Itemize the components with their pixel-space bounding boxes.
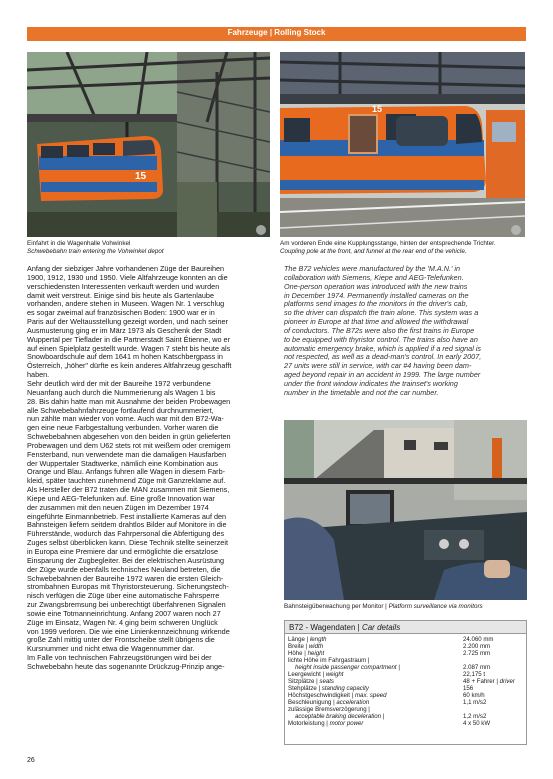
- english-text-line: collaboration with Siemens, Kiepe and AEG-Telefunken.: [284, 272, 464, 282]
- detail-separator: |: [331, 699, 337, 706]
- english-text-line: One-person operation was introduced with the new trains: [284, 281, 468, 291]
- detail-label-de: Motorleistung: [288, 720, 325, 727]
- detail-label-de: Breite: [288, 643, 304, 650]
- english-text-line: automatic emergency brake, which is applied if a red signal is: [284, 343, 482, 353]
- detail-label-de: Länge: [288, 636, 305, 643]
- german-text-line: sowie eine Totmanneinrichtung. Anfang 2007 waren noch 27: [27, 608, 221, 618]
- car-detail-value: [460, 657, 526, 664]
- english-text-line: 27 units were still in service, with car #4 having been dam-: [284, 361, 472, 371]
- german-text-line: gen eine neue Farbgestaltung verbunden. Vorher waren die: [27, 423, 219, 433]
- car-detail-label: [285, 713, 460, 720]
- car-detail-row: [285, 671, 526, 678]
- german-text-line: alle Schwebebahnfahrzeuge fortlaufend durchnummeriert,: [27, 405, 214, 415]
- car-detail-value: [460, 706, 526, 713]
- english-text-line: under the front window indicates the trainset's working: [284, 378, 458, 388]
- car-detail-label: [285, 657, 460, 664]
- car-detail-row: [285, 678, 526, 685]
- cab-photo-caption: [284, 603, 527, 611]
- english-text-line: in December 1974. Permanently installed cameras on the: [284, 290, 469, 300]
- car-detail-value: [460, 664, 526, 671]
- car-detail-value: [460, 636, 526, 643]
- german-text-line: Sehr deutlich wird der mit der Baureihe 1972 verbundene: [27, 378, 211, 388]
- english-text-line: not respected, as well as a dead-man's control. In early 2007,: [284, 352, 482, 362]
- car-detail-value: [460, 692, 526, 699]
- english-text-line: aged beyond repair in an accident in 1999. The large number: [284, 370, 481, 380]
- car-detail-row: [285, 657, 526, 664]
- car-detail-row: [285, 636, 526, 643]
- car-detail-value: [460, 685, 526, 692]
- car-details-table: [284, 620, 527, 745]
- detail-value: 24.060 mm: [463, 636, 494, 643]
- detail-label-en: max. speed: [354, 692, 387, 699]
- car-details-rows: [285, 636, 526, 727]
- car-detail-row: [285, 713, 526, 720]
- detail-label-en: acceleration: [336, 699, 370, 706]
- german-text-line: Im Falle von technischen Fahrzeugstörungen wird bei der: [27, 653, 212, 663]
- german-text-line: vorhanden, andere stehen in Museen. Wagen Nr. 1 verschlug: [27, 299, 225, 309]
- german-text-line: Österreich, „höher" dürfte es kein anderes Altfahrzeug geschafft: [27, 361, 232, 371]
- car-details-title-de: B72 - Wagendaten: [289, 623, 356, 632]
- detail-separator: |: [320, 671, 326, 678]
- german-text-line: nisch verfügen die Züge über eine automatische Fahrsperre: [27, 591, 220, 601]
- german-text-line: der Wuppertaler Stadtwerke, nämlich eine Kombination aus: [27, 458, 218, 468]
- english-text-line: The B72 vehicles were manufactured by the 'M.A.N.' in: [284, 264, 461, 273]
- coupling-photo: [280, 52, 525, 237]
- cab-monitor-photo: [284, 420, 527, 600]
- car-details-header: [285, 621, 526, 634]
- german-text-line: Einsparung der Zugbegleiter. Bei der elektrischen Ausrüstung: [27, 555, 225, 565]
- german-text-line: Paris auf der Weltausstellung gezeigt worden, und nach seiner: [27, 317, 228, 327]
- detail-label-de: Sitzplätze: [288, 678, 315, 685]
- english-text-line: number in the timetable and not the car number.: [284, 387, 439, 397]
- table-title-separator: |: [355, 623, 362, 632]
- car-detail-row: [285, 706, 526, 713]
- car-details-title-en: Car details: [361, 623, 401, 632]
- detail-label-en: weight: [325, 671, 344, 678]
- detail-label-de: Stehplätze: [288, 685, 317, 692]
- detail-separator: |: [350, 692, 355, 699]
- detail-label-de: Leergewicht: [288, 671, 321, 678]
- german-text-line: Als Hersteller der B72 traten die MAN zusammen mit Siemens,: [27, 485, 230, 495]
- car-detail-label: [285, 650, 460, 657]
- german-text-line: der Züge wurde ebenfalls technisches Neuland betreten, die: [27, 564, 221, 574]
- detail-separator: |: [314, 678, 320, 685]
- detail-separator: |: [396, 664, 400, 671]
- english-text-line: of conductors. The B72s were also the first trains in Europe: [284, 325, 475, 335]
- depot-caption-en: Schwebebahn train entering the Vohwinkel depot: [27, 247, 164, 255]
- car-detail-label: [285, 643, 460, 650]
- german-text-line: Schwebebahn heute das sogenannte Drückzug-Prinzip ange-: [27, 661, 225, 671]
- caption-separator: |: [383, 603, 389, 610]
- german-text-line: strombahnen Europas mit Thyristorsteuerung. Sicherungstech-: [27, 582, 229, 592]
- german-text-line: Fensterband, nun verwendete man die damaligen Hausfarben: [27, 449, 227, 459]
- car-detail-row: [285, 685, 526, 692]
- car-detail-label: [285, 685, 460, 692]
- german-text-line: Ausmusterung ging er im März 1973 als Geschenk der Stadt: [27, 325, 222, 335]
- car-detail-label: [285, 636, 460, 643]
- german-text-line: Schwebebahnen der Baureihe 1972 waren die ersten Gleich-: [27, 573, 224, 583]
- train-number-label: 15: [135, 171, 147, 182]
- german-text-line: Neuanfang auch durch die Nummerierung als Wagen 1 bis: [27, 387, 216, 397]
- car-detail-value: [460, 699, 526, 706]
- german-text-line: der zusammen mit den neuen Zügen im Dezember 1974: [27, 502, 209, 512]
- depot-photo: [27, 52, 270, 237]
- cab-caption-de: Bahnsteigüberwachung per Monitor: [284, 603, 384, 610]
- detail-value: 4 x 50 kW: [463, 720, 491, 727]
- detail-separator: |: [303, 643, 309, 650]
- detail-value: 22,175 t: [463, 671, 486, 678]
- detail-label-en: seats: [319, 678, 334, 685]
- german-text-line: damit weit verstreut. Einige sind bis heute als Gartenlaube: [27, 290, 214, 300]
- depot-caption-de: Einfahrt in die Wagenhalle Vohwinkel: [27, 240, 131, 247]
- car-detail-row: [285, 699, 526, 706]
- german-text-line: 28. Bis dahin hatte man mit Ausnahme der beiden Probewagen: [27, 396, 231, 406]
- detail-value: 2.087 mm: [463, 664, 491, 671]
- detail-label-en: width: [308, 643, 324, 650]
- detail-separator: |: [366, 657, 370, 664]
- german-text-line: zur Zwangsbremsung bei unberechtigt überfahrenen Signalen: [27, 600, 226, 610]
- german-text-line: haben.: [27, 370, 50, 380]
- german-text-line: in Europa eine Premiere dar und ermöglichte die ersatzlose: [27, 547, 219, 556]
- car-detail-label: [285, 664, 460, 671]
- german-text-line: auf einen Spielplatz gestellt wurde. Wagen 7 steht bis heute als: [27, 343, 231, 353]
- detail-label-en: length: [309, 636, 327, 643]
- car-detail-label: [285, 720, 460, 727]
- car-detail-label: [285, 671, 460, 678]
- german-text-line: Züge im Einsatz, Wagen Nr. 4 ging beim schweren Unglück: [27, 617, 218, 627]
- car-detail-row: [285, 720, 526, 727]
- detail-value: 60 km/h: [463, 692, 485, 699]
- detail-separator: |: [494, 678, 500, 685]
- german-text-line: Wuppertal per Tieflader in die Partnerstadt Saint Étienne, wo er: [27, 334, 230, 344]
- car-detail-label: [285, 699, 460, 706]
- car-detail-value: [460, 678, 526, 685]
- page-number: 26: [27, 757, 35, 764]
- car-detail-value: [460, 650, 526, 657]
- german-text-line: Führerstände, wodurch das Fahrpersonal die Abfertigung des: [27, 529, 225, 539]
- car-detail-label: [285, 678, 460, 685]
- detail-label-en: standing capacity: [321, 685, 369, 692]
- coupling-caption-en: Coupling pole at the front, and funnel at the rear end of the vehicle.: [280, 247, 467, 255]
- detail-label-de: Höchstgeschwindigkeit: [288, 692, 350, 699]
- coupling-photo-caption: [280, 240, 528, 255]
- detail-label-de: lichte Höhe im Fahrgastraum: [288, 657, 367, 664]
- car-detail-value: [460, 671, 526, 678]
- german-text-line: kleid, später tauchten zunehmend Züge mit Ganzreklame auf.: [27, 476, 226, 486]
- car-detail-row: [285, 692, 526, 699]
- detail-separator: |: [304, 636, 310, 643]
- german-text-line: große Zahl mittig unter der Frontscheibe stellt übrigens die: [27, 635, 215, 645]
- car-detail-value: [460, 643, 526, 650]
- depot-photo-caption: [27, 240, 272, 255]
- detail-value-en: driver: [499, 678, 515, 685]
- detail-separator: |: [381, 713, 385, 720]
- detail-label-en: motor power: [329, 720, 364, 727]
- car-detail-label: [285, 706, 460, 713]
- car-detail-row: [285, 664, 526, 671]
- detail-value: 48 + Fahrer: [463, 678, 495, 685]
- english-text-line: platforms send images to the monitors in the driver's cab,: [284, 299, 468, 309]
- detail-value: 2.725 mm: [463, 650, 491, 657]
- german-text-line: Anfang der siebziger Jahre vorhandenen Züge der Baureihen: [27, 264, 225, 273]
- right-train-number: 15: [372, 104, 383, 114]
- detail-separator: |: [316, 685, 322, 692]
- detail-separator: |: [324, 720, 330, 727]
- german-text-line: es sogar zweimal auf französischen Boden: 1900 war er in: [27, 308, 215, 318]
- section-header-bar: [27, 27, 526, 41]
- german-text-line: 1900, 1912, 1930 und 1950. Viele Altfahrzeuge konnten an die: [27, 272, 228, 282]
- coupling-caption-de: Am vorderen Ende eine Kupplungsstange, hinten der entsprechende Trichter.: [280, 240, 496, 247]
- detail-value: 2.200 mm: [463, 643, 491, 650]
- detail-label-en: height: [307, 650, 325, 657]
- german-text-line: Zuges selbst überblicken kann. Diese Technik stellte seinerzeit: [27, 538, 228, 548]
- detail-label-de: Beschleunigung: [288, 699, 332, 706]
- german-text-line: Bahnsteigen liefern seitdem drahtlos Bilder auf Monitore in die: [27, 520, 227, 530]
- detail-separator: |: [366, 706, 370, 713]
- german-text-line: nun zählte man wieder von vorne. Auch war mit den B72-Wa-: [27, 414, 224, 424]
- detail-separator: |: [302, 650, 308, 657]
- car-detail-value: [460, 720, 526, 727]
- car-detail-row: [285, 650, 526, 657]
- german-text-line: eingeführte Einmannbetrieb. Fest installierte Kameras auf den: [27, 511, 227, 521]
- german-text-line: Kiepe und AEG-Telefunken auf. Eine große Innovation war: [27, 493, 215, 503]
- german-text-line: Schwebebahnen abgesehen von den beiden in grün gelieferten: [27, 432, 231, 442]
- german-text-line: verschiedensten Interessenten verkauft werden und wurden: [27, 281, 220, 291]
- detail-value: 156: [463, 685, 474, 692]
- english-text-line: so the driver can dispatch the train alone. This system was a: [284, 308, 479, 318]
- german-text-line: Snowboardschule auf dem 1641 m hohen Katschbergpass in: [27, 352, 223, 362]
- detail-label-en: height inside passenger compartment: [295, 664, 397, 671]
- car-detail-label: [285, 692, 460, 699]
- german-text-line: Probewagen und dem U62 stets rot mit weißem oder cremigem: [27, 440, 231, 450]
- german-text-line: Kursnummer und nicht etwa die Wagennummer dar.: [27, 644, 195, 654]
- body-text-german: [27, 265, 272, 672]
- detail-value: 1,2 m/s2: [463, 713, 487, 720]
- english-text-line: to be equipped with thyristor control. The trains also have an: [284, 334, 478, 344]
- detail-label-de: Höhe: [288, 650, 303, 657]
- detail-label-en: acceptable braking deceleration: [295, 713, 382, 720]
- body-text-english: [284, 265, 528, 398]
- car-detail-value: [460, 713, 526, 720]
- detail-value: 1,1 m/s2: [463, 699, 487, 706]
- cab-caption-en: Platform surveillance via monitors: [388, 603, 483, 610]
- detail-label-de: zulässige Bremsverzögerung: [288, 706, 367, 713]
- german-text-line: Orange und Blau. Anfangs fuhren alle Wagen in diesem Farb-: [27, 467, 226, 477]
- english-text-line: pioneer in Europe at that time and allowed the withdrawal: [284, 317, 469, 327]
- german-text-line: von 1999 verloren. Die wie eine Linienkennzeichnung wirkende: [27, 626, 230, 636]
- section-title: Fahrzeuge | Rolling Stock: [227, 28, 326, 37]
- car-detail-row: [285, 643, 526, 650]
